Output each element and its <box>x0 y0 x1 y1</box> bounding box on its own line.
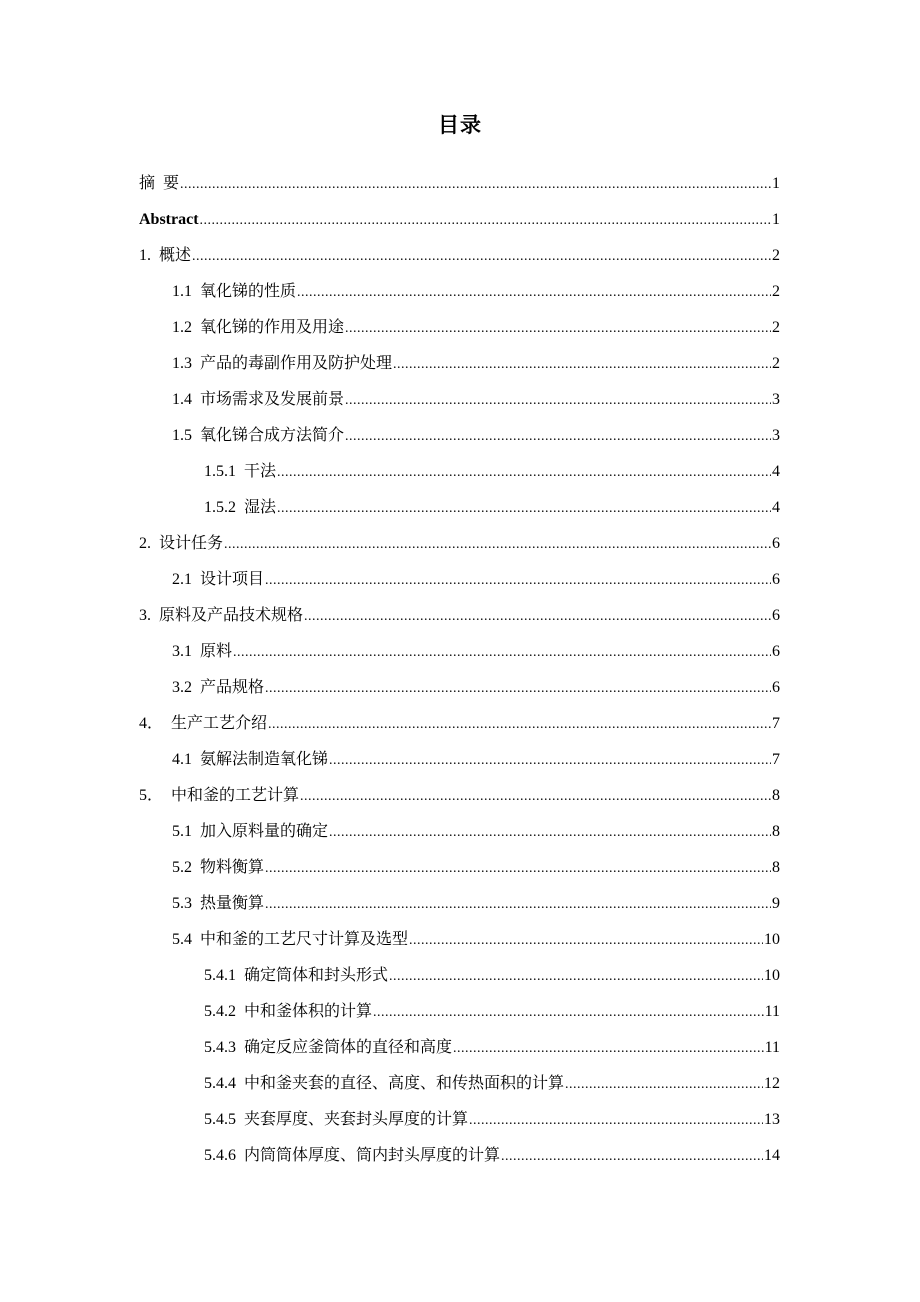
toc-dot-leader <box>192 239 771 275</box>
toc-page-number: 8 <box>772 787 780 804</box>
toc-entry[interactable] <box>139 562 780 598</box>
toc-page-number: 1 <box>772 211 780 228</box>
toc-entry-title: 生产工艺介绍 <box>171 715 268 732</box>
toc-entry[interactable] <box>139 634 780 670</box>
toc-dot-leader <box>345 311 771 347</box>
toc-entry[interactable] <box>139 238 780 274</box>
toc-entry[interactable] <box>139 310 780 346</box>
toc-entry-title: 氧化锑合成方法简介 <box>200 427 345 444</box>
toc-entry-number: 2. <box>139 535 151 552</box>
toc-dot-leader <box>277 491 771 527</box>
toc-entry-title: 中和釜体积的计算 <box>244 1003 373 1020</box>
toc-dot-leader <box>393 347 771 383</box>
toc-entry-number: 5.4 <box>172 931 192 948</box>
toc-entry[interactable] <box>139 814 780 850</box>
toc-dot-leader <box>501 1139 763 1175</box>
toc-entry[interactable] <box>139 454 780 490</box>
toc-entry[interactable] <box>139 166 780 202</box>
toc-entry[interactable] <box>139 382 780 418</box>
toc-dot-leader <box>265 671 771 707</box>
toc-entry-title: 原料 <box>200 643 233 660</box>
toc-entry-title: 内筒筒体厚度、筒内封头厚度的计算 <box>244 1147 501 1164</box>
toc-entry[interactable] <box>139 1138 780 1174</box>
toc-entry-title: 热量衡算 <box>200 895 265 912</box>
toc-entry-number: 5.4.6 <box>204 1147 236 1164</box>
toc-entry-title: 概述 <box>159 247 192 264</box>
toc-entry[interactable] <box>139 922 780 958</box>
toc-entry-title: Abstract <box>139 211 199 228</box>
toc-page-number: 8 <box>772 859 780 876</box>
toc-page-number: 7 <box>772 715 780 732</box>
toc-page-number: 8 <box>772 823 780 840</box>
toc-dot-leader <box>180 167 771 203</box>
toc-page-number: 13 <box>764 1111 780 1128</box>
toc-page-number: 11 <box>764 1003 780 1020</box>
toc-entry-number: 1.5 <box>172 427 192 444</box>
toc-entry-title: 湿法 <box>244 499 277 516</box>
toc-entry[interactable] <box>139 346 780 382</box>
toc-entry-title: 氧化锑的性质 <box>200 283 297 300</box>
toc-page-number: 10 <box>764 967 780 984</box>
toc-entry-title: 物料衡算 <box>200 859 265 876</box>
toc-entry[interactable] <box>139 706 780 742</box>
toc-dot-leader <box>224 527 771 563</box>
toc-entry-number: 3. <box>139 607 151 624</box>
toc-entry[interactable] <box>139 598 780 634</box>
toc-dot-leader <box>345 419 771 455</box>
toc-page-number: 1 <box>772 175 780 192</box>
toc-dot-leader <box>329 743 771 779</box>
toc-entry-title: 设计项目 <box>200 571 265 588</box>
toc-dot-leader <box>265 851 771 887</box>
toc-page-number: 6 <box>772 607 780 624</box>
toc-entry-title: 干法 <box>244 463 277 480</box>
toc-dot-leader <box>409 923 763 959</box>
toc-entry-title: 市场需求及发展前景 <box>200 391 345 408</box>
toc-entry-number: 5.1 <box>172 823 192 840</box>
toc-dot-leader <box>304 599 771 635</box>
toc-entry[interactable] <box>139 778 780 814</box>
toc-entry-number: 5.4.3 <box>204 1039 236 1056</box>
toc-entry-number: 1.5.1 <box>204 463 236 480</box>
toc-dot-leader <box>200 203 771 239</box>
toc-dot-leader <box>268 707 771 743</box>
toc-entry-title: 中和釜的工艺尺寸计算及选型 <box>200 931 409 948</box>
toc-entry-title: 氧化锑的作用及用途 <box>200 319 345 336</box>
toc-page-number: 9 <box>772 895 780 912</box>
toc-dot-leader <box>300 779 771 815</box>
toc-entry-number: 5.4.5 <box>204 1111 236 1128</box>
toc-entry[interactable] <box>139 886 780 922</box>
toc-page-number: 6 <box>772 571 780 588</box>
toc-page-number: 6 <box>772 679 780 696</box>
toc-entry[interactable] <box>139 202 780 238</box>
toc-entry-number: 4.1 <box>172 751 192 768</box>
toc-page-number: 10 <box>764 931 780 948</box>
toc-entry[interactable] <box>139 994 780 1030</box>
toc-dot-leader <box>453 1031 764 1067</box>
toc-entry-title: 加入原料量的确定 <box>200 823 329 840</box>
toc-entry[interactable] <box>139 418 780 454</box>
toc-entry-number: 1.1 <box>172 283 192 300</box>
toc-entry-number: 5.4.4 <box>204 1075 236 1092</box>
toc-entry-title: 原料及产品技术规格 <box>159 607 304 624</box>
toc-entry-number: 3.1 <box>172 643 192 660</box>
toc-page-number: 6 <box>772 535 780 552</box>
toc-entry-number: 3.2 <box>172 679 192 696</box>
toc-entry-title: 氨解法制造氧化锑 <box>200 751 329 768</box>
toc-page-number: 3 <box>772 391 780 408</box>
toc-page-number: 2 <box>772 355 780 372</box>
toc-page-number: 6 <box>772 643 780 660</box>
toc-entry-number: 5.4.2 <box>204 1003 236 1020</box>
toc-entry-number: 4． <box>139 715 164 732</box>
toc-page-number: 11 <box>764 1039 780 1056</box>
toc-entry[interactable] <box>139 958 780 994</box>
toc-entry[interactable] <box>139 670 780 706</box>
toc-page-number: 3 <box>772 427 780 444</box>
toc-entry-number: 5.2 <box>172 859 192 876</box>
toc-entry[interactable] <box>139 526 780 562</box>
toc-entry-number: 1.3 <box>172 355 192 372</box>
toc-page-number: 4 <box>772 499 780 516</box>
toc-entry[interactable] <box>139 490 780 526</box>
toc-entry[interactable] <box>139 742 780 778</box>
toc-dot-leader <box>265 887 771 923</box>
toc-entry-number: 1.5.2 <box>204 499 236 516</box>
toc-page-number: 4 <box>772 463 780 480</box>
toc-entry[interactable] <box>139 1066 780 1102</box>
toc-entry-title: 夹套厚度、夹套封头厚度的计算 <box>244 1111 469 1128</box>
toc-entry[interactable] <box>139 1030 780 1066</box>
toc-dot-leader <box>265 563 771 599</box>
page-title: 目录 <box>438 113 482 137</box>
toc-page-number: 7 <box>772 751 780 768</box>
toc-entry-title: 设计任务 <box>159 535 224 552</box>
toc-entry-number: 1.4 <box>172 391 192 408</box>
toc-entry-title: 确定反应釜筒体的直径和高度 <box>244 1039 453 1056</box>
toc-entry-number: 5.3 <box>172 895 192 912</box>
toc-entry-title: 摘 要 <box>139 175 180 192</box>
toc-entry[interactable] <box>139 1102 780 1138</box>
toc-page-number: 12 <box>764 1075 780 1092</box>
toc-dot-leader <box>389 959 763 995</box>
toc-entry-number: 2.1 <box>172 571 192 588</box>
toc-entry-number: 1.2 <box>172 319 192 336</box>
toc-entry-title: 中和釜的工艺计算 <box>171 787 300 804</box>
toc-entry-title: 确定筒体和封头形式 <box>244 967 389 984</box>
toc-dot-leader <box>373 995 764 1031</box>
toc-dot-leader <box>345 383 771 419</box>
toc-entry-number: 5． <box>139 787 164 804</box>
toc-dot-leader <box>565 1067 763 1103</box>
toc-entry-number: 5.4.1 <box>204 967 236 984</box>
toc-dot-leader <box>277 455 771 491</box>
toc-page-number: 14 <box>764 1147 780 1164</box>
toc-entry-number: 1. <box>139 247 151 264</box>
toc-entry-title: 产品规格 <box>200 679 265 696</box>
toc-page-number: 2 <box>772 283 780 300</box>
toc-entry[interactable] <box>139 274 780 310</box>
toc-entry-title: 中和釜夹套的直径、高度、和传热面积的计算 <box>244 1075 565 1092</box>
toc-dot-leader <box>297 275 771 311</box>
toc-page-number: 2 <box>772 319 780 336</box>
toc-entry-title: 产品的毒副作用及防护处理 <box>200 355 393 372</box>
table-of-contents <box>139 166 780 1174</box>
toc-page-number: 2 <box>772 247 780 264</box>
toc-dot-leader <box>233 635 771 671</box>
toc-dot-leader <box>469 1103 763 1139</box>
toc-dot-leader <box>329 815 771 851</box>
toc-entry[interactable] <box>139 850 780 886</box>
